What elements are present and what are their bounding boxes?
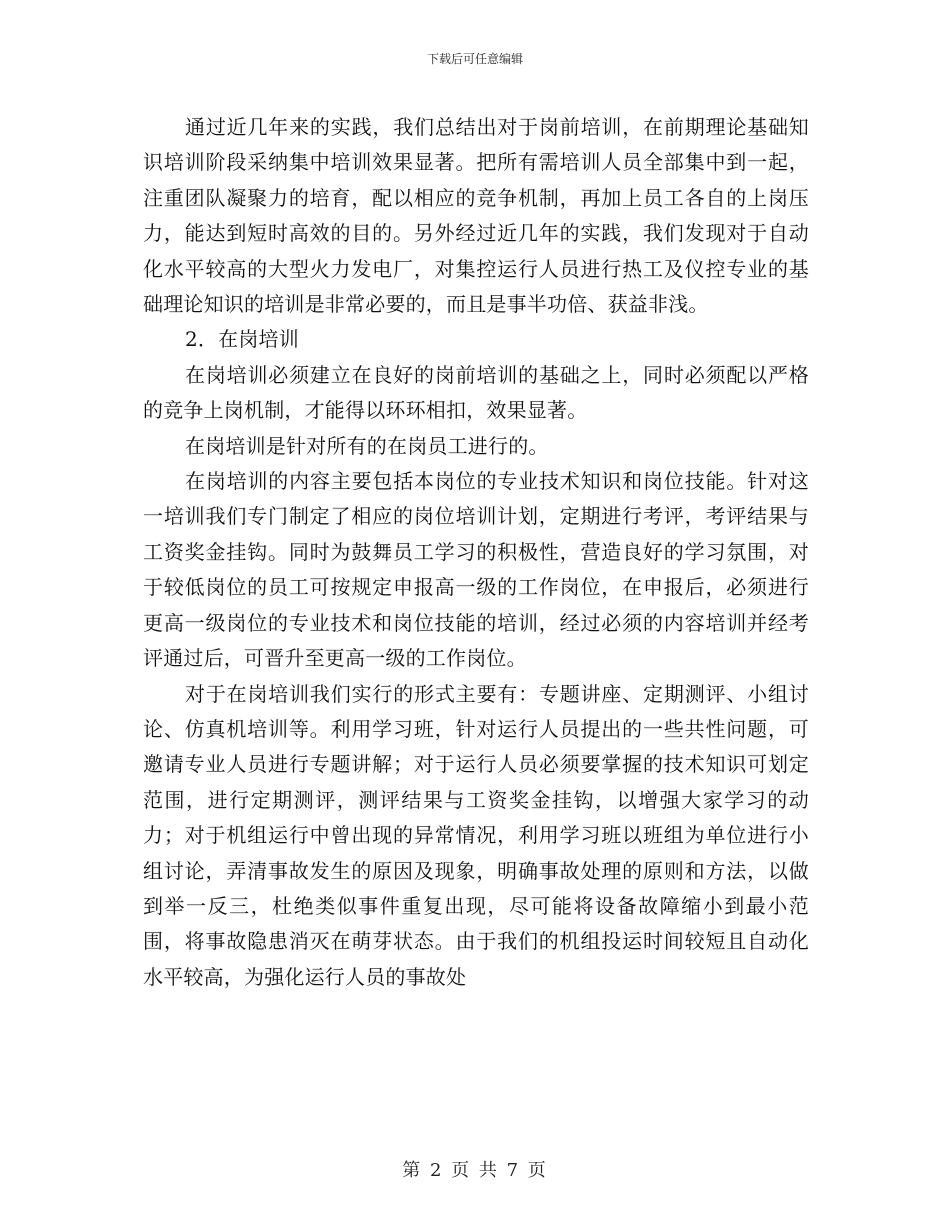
paragraph-onjob-forms: 对于在岗培训我们实行的形式主要有：专题讲座、定期测评、小组讨论、仿真机培训等。利用学习班，针对运行人员提出的一些共性问题，可邀请专业人员进行专题讲解；对于运行人员必须要掌握的技术知识可划定范围，进行定期测评，测评结果与工资奖金挂钩，以增强大家学习的动力；对于机组运行中曾出现的异常情况，利用学习班以班组为单位进行小组讨论，弄清事故发生的原因及现象，明确事故处理的原则和方法，以做到举一反三，杜绝类似事件重复出现，尽可能将设备故障缩小到最小范围，将事故隐患消灭在萌芽状态。由于我们的机组投运时间较短且自动化水平较高，为强化运行人员的事故处 [143,681,809,989]
paragraph-onjob-content: 在岗培训的内容主要包括本岗位的专业技术知识和岗位技能。针对这一培训我们专门制定了相应的岗位培训计划，定期进行考评，考评结果与工资奖金挂钩。同时为鼓舞员工学习的积极性，营造良好的学习氛围，对于较低岗位的员工可按规定申报高一级的工作岗位，在申报后，必须进行更高一级岗位的专业技术和岗位技能的培训，经过必须的内容培训并经考评通过后，可晋升至更高一级的工作岗位。 [143,469,809,671]
paragraph-practice-summary: 通过近几年来的实践，我们总结出对于岗前培训，在前期理论基础知识培训阶段采纳集中培训效果显著。把所有需培训人员全部集中到一起，注重团队凝聚力的培育，配以相应的竞争机制，再加上员工各自的上岗压力，能达到短时高效的目的。另外经过近几年的实践，我们发现对于自动化水平较高的大型火力发电厂，对集控运行人员进行热工及仪控专业的基础理论知识的培训是非常必要的，而且是事半功倍、获益非浅。 [143,115,809,317]
paragraph-onjob-target: 在岗培训是针对所有的在岗员工进行的。 [185,433,549,458]
document-body [143,110,809,995]
page-number: 第 2 页 共 7 页 [402,1160,548,1181]
section-heading-onjob-training: 2．在岗培训 [185,327,299,352]
page-header: 下载后可任意编辑 [426,52,523,66]
paragraph-onjob-foundation: 在岗培训必须建立在良好的岗前培训的基础之上，同时必须配以严格的竞争上岗机制，才能得以环环相扣，效果显著。 [143,362,809,423]
